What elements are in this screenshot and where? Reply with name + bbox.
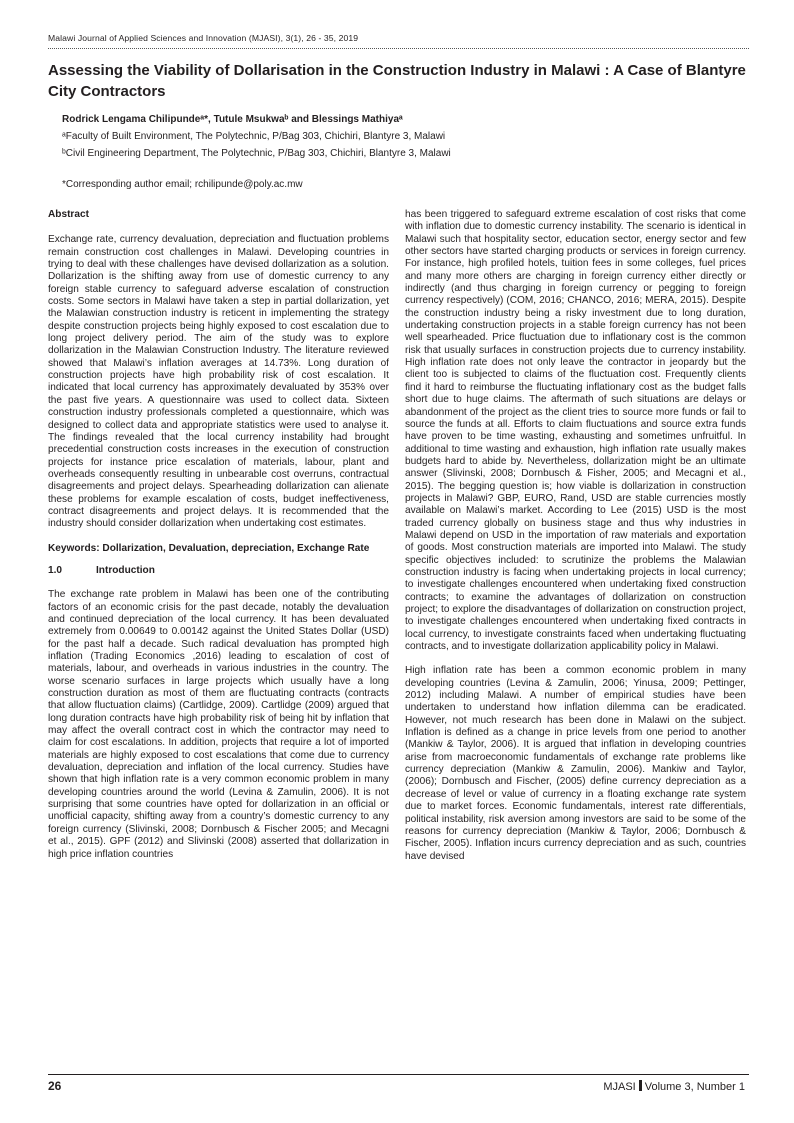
header-divider xyxy=(48,48,749,49)
intro-paragraph-1: The exchange rate problem in Malawi has been one of the contributing factors of an economic crisis for the past decade, notably the devaluation and continued depreciation of the local currency. It has been devaluated extremely from 0.00649 to 0.00142 against the United States Dollar (USD) for the past half a decade. Such radical devaluation has prompted high inflation (Trading Economics ,2016) leading to escalation of cost of materials, labour, and overheads in various industries in the country. The worse scenario surfaces in large projects which usually have a long construction duration as most of them are fluctuating contracts (contracts that allow fluctuation claims) (Cartlidge, 2009). Cartlidge (2009) argued that long duration contracts have high probability risk of being hit by inflation that may affect the overall contract cost in which the contractor may need to claim for cost escalations. In addition, projects that require a lot of imported materials are highly exposed to cost escalations that come due to currency devaluation, depreciation and inflation of the local currency. Studies have shown that high inflation rate is a very common economic problem in many developing countries around the world (Levina & Zamulin, 2006). It is not surprising that some countries have opted for dollarization in an official or unofficial capacity, shifting away from a country’s domestic currency to any foreign currency (Slivinski, 2008; Dornbusch & Fischer 2005; and Mecagni et al., 2015). GPF (2012) and Slivinski (2008) asserted that dollarization in high price inflation countries xyxy=(48,589,389,860)
running-head: Malawi Journal of Applied Sciences and Innovation (MJASI), 3(1), 26 - 35, 2019 xyxy=(48,33,359,43)
section-title: Introduction xyxy=(96,564,155,576)
section-heading xyxy=(48,565,389,577)
footer-divider xyxy=(48,1074,749,1075)
page-number: 26 xyxy=(48,1079,62,1093)
abstract-text: Exchange rate, currency devaluation, depreciation and fluctuation problems remain construction cost challenges in Malawi. Developing countries in trying to deal with these challenges have devised dollarization as a solution. Dollarization is the shifting away from use of domestic currency to any foreign stable currency to safeguard adverse escalation of construction costs. Some sectors in Malawi have taken a step in partial dollarization, yet the Malawian construction industry is reticent in implementing the strategy despite construction projects being highly exposed to cost escalation due to long project delivery period. The aim of the study was to explore dollarization in the Malawian Construction Industry. The literature reviewed showed that Malawi’s inflation averages at 14.73%. Long duration of construction projects have high probability risk of cost escalation. It indicated that local currency has approximately devaluated by 353% over the past five years. A questionnaire was used to collect data. Sixteen construction industry professionals completed a questionnaire, which was designed to collect data and appropriate statistics were used to analyse it. The findings revealed that the local currency instability had brought precedential construction costs increases in the execution of construction projects for instance price escalation of materials, labour, plant and overheads consequently resulting in unbearable cost overruns, contractual disagreements and project delays. Spearheading dollarization can alienate these problems for example escalation of costs, budget ineffectiveness, contract disagreements and project delays. It is recommended that the industry should consider dollarization when undertaking cost estimates. xyxy=(48,234,389,530)
affiliation-b: ᵇCivil Engineering Department, The Polytechnic, P/Bag 303, Chichiri, Blantyre 3, Malawi xyxy=(62,148,451,159)
abstract-heading: Abstract xyxy=(48,209,89,220)
corresponding-author: *Corresponding author email; rchilipunde@poly.ac.mw xyxy=(62,179,303,190)
right-column xyxy=(405,209,746,875)
section-number: 1.0 xyxy=(48,564,63,576)
intro-paragraph-1-continued: has been triggered to safeguard extreme escalation of cost risks that come with inflation due to domestic currency instability. The scenario is identical in Malawi such that hospitality sector, education sector, energy sector and few other sectors have started charging products or services in foreign currency. For instance, high profiled hotels, tuition fees in some colleges, fuel prices and many more others are charging in foreign currency either directly or indirectly (and thus charging in foreign currency or pegging to foreign currency respectively) (COM, 2016; CHANCO, 2016; MERA, 2015). Despite the construction industry being a risky investment due to long duration, undertaking construction projects in a stable foreign currency has not been well spearheaded. Price fluctuation due to inflationary cost is the common risk that usually surfaces in construction projects due to currency instability. High inflation rate does not only leave the contractor in jeopardy but the client too is subjected to claims of the fluctuation cost. Frequently clients find it hard to reimburse the fluctuating inflationary cost as the budget falls short due to huge claims. The aftermath of such situations are delays or abandonment of the project as the client tries to source more funds or fail to source the funds at all. Efforts to claim fluctuations and source extra funds have proven to be time wasting, exhausting and sometimes unfruitful. In additional to time wasting and exhaustion, high inflation rate usually makes budgets hard to abide by. Nevertheless, dollarization might be an ultimate answer (Slivinski, 2008; Dornbusch & Fisher, 2005; and Mecagni et al., 2015). The begging question is; how viable is dollarization in construction projects in Malawi? GBP, EURO, Rand, USD are stable currencies mostly available on Malawi’s market. According to Lee (2015) USD is the most traded currency globally on business stage and thus why industries in Malawi depend on USD in the importation of raw materials and exportation of goods. Most construction materials are imported into Malawi. The study specific objectives included: to scrutinize the problems the Malawian construction industry is facing when undertaking projects in local currency; to investigate challenges encountered when undertaking fixed construction contracts; to examine the advantages of dollarization on construction project; to explore the disadvantages of dollarization on construction project, to investigate challenges encountered when undertaking fixed contracts in local currency, to investigate constraints faced when undertaking fluctuating contracts, and to investigate dollarization applicability policy in Malawi. xyxy=(405,209,746,653)
separator-bar xyxy=(639,1080,642,1091)
keywords: Keywords: Dollarization, Devaluation, depreciation, Exchange Rate xyxy=(48,542,370,554)
affiliation-a: ᵃFaculty of Built Environment, The Polytechnic, P/Bag 303, Chichiri, Blantyre 3, Malawi xyxy=(62,131,446,142)
left-column xyxy=(48,209,389,873)
article-title: Assessing the Viability of Dollarisation in the Construction Industry in Malawi : A Case of Blantyre City Contractors xyxy=(48,62,746,100)
journal-footer xyxy=(603,1080,745,1093)
volume-info: Volume 3, Number 1 xyxy=(644,1081,745,1093)
intro-paragraph-2: High inflation rate has been a common economic problem in many developing countries (Levina & Zamulin, 2006; Yinusa, 2009; Pettinger, 2012) including Malawi. A number of empirical studies have been undertaken to understand how inflation dilemma can be eradicated. However, not much research has been done in Malawi on the subject. Inflation is defined as a change in price levels from one period to another (Mankiw & Taylor, 2006). It is argued that inflation in developing countries arise from macroeconomic fundamentals of exchange rate problems like currency depreciation (Mankiw & Zamulin, 2006). Mankiw and Taylor, (2006); Dornbusch and Fischer, (2005) define currency depreciation as a decrease of level or value of currency in a floating exchange rate system due to market forces. Economic fundamentals, interest rate differentials, political instability, risk aversion among investors are said to be some of the reasons for currency depreciation (Mankiw & Taylor, 2006; Dornbusch & Fischer, 2005). Inflation incurs currency depreciation and as such, countries have devised xyxy=(405,665,746,862)
author-list: Rodrick Lengama Chilipundeᵃ*, Tutule Msukwaᵇ and Blessings Mathiyaᵃ xyxy=(62,114,403,125)
journal-abbrev: MJASI xyxy=(603,1081,636,1093)
